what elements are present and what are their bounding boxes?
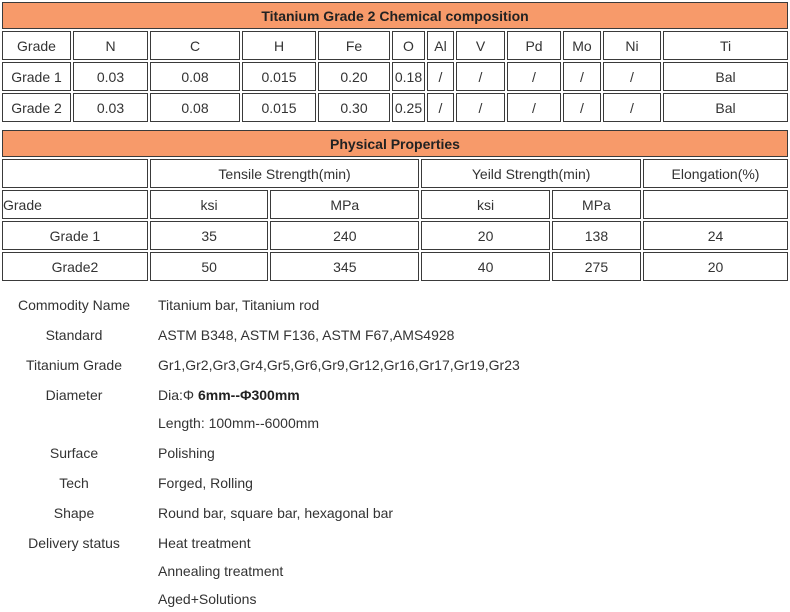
spec-value: Round bar, square bar, hexagonal bar [158, 505, 394, 521]
table-cell: 240 [270, 221, 419, 250]
spec-row-delivery-3 [0, 591, 790, 611]
column-header: Fe [318, 31, 390, 60]
unit-header: ksi [150, 190, 269, 219]
spec-row-commodity [0, 297, 790, 317]
table-header-row [2, 159, 788, 188]
table-cell: 0.25 [392, 93, 425, 122]
unit-header: MPa [552, 190, 641, 219]
table-cell: 0.03 [73, 62, 148, 91]
table-cell: 0.08 [150, 62, 240, 91]
unit-header: MPa [270, 190, 419, 219]
physical-properties-title: Physical Properties [2, 130, 788, 157]
diameter-prefix: Dia:Φ [158, 387, 198, 403]
spec-value: Aged+Solutions [158, 591, 257, 607]
table-cell: / [563, 62, 601, 91]
spec-value [158, 387, 300, 403]
table-row [2, 93, 788, 122]
spec-label: Diameter [45, 387, 103, 403]
column-header: O [392, 31, 425, 60]
table-cell: 275 [552, 252, 641, 281]
spec-value: Heat treatment [158, 535, 251, 551]
empty-cell [643, 190, 788, 219]
table-cell: 0.015 [242, 62, 316, 91]
grade-header: Grade [2, 190, 148, 219]
column-header: C [150, 31, 240, 60]
yield-strength-header: Yeild Strength(min) [421, 159, 641, 188]
spec-value: Titanium bar, Titanium rod [158, 297, 320, 313]
table-header-row [2, 31, 788, 60]
table-row [2, 221, 788, 250]
table-cell: / [507, 62, 561, 91]
table-cell: / [427, 93, 454, 122]
chemical-composition-table [0, 0, 790, 124]
spec-value: ASTM B348, ASTM F136, ASTM F67,AMS4928 [158, 327, 455, 343]
table-cell: / [456, 62, 505, 91]
spec-row-delivery [0, 535, 790, 555]
spec-row-standard [0, 327, 790, 347]
spec-label: Commodity Name [17, 297, 131, 313]
table-cell: 345 [270, 252, 419, 281]
table-cell: / [603, 62, 661, 91]
table-cell: Grade 2 [2, 93, 71, 122]
table-cell: Grade 1 [2, 221, 148, 250]
empty-cell [2, 159, 148, 188]
spec-value: Annealing treatment [158, 563, 284, 579]
table-cell: Grade 1 [2, 62, 71, 91]
spec-row-length [0, 415, 790, 435]
table-cell: / [456, 93, 505, 122]
spec-row-surface [0, 445, 790, 465]
table-cell: 0.20 [318, 62, 390, 91]
spec-value: Length: 100mm--6000mm [158, 415, 320, 431]
spec-value: Gr1,Gr2,Gr3,Gr4,Gr5,Gr6,Gr9,Gr12,Gr16,Gr17,Gr19,Gr23 [158, 357, 520, 373]
table-cell: / [507, 93, 561, 122]
table-cell: / [427, 62, 454, 91]
spec-row-shape [0, 505, 790, 525]
table-cell: Bal [663, 93, 788, 122]
table-cell: 40 [421, 252, 550, 281]
table-cell: 0.03 [73, 93, 148, 122]
column-header: V [456, 31, 505, 60]
table-cell: Bal [663, 62, 788, 91]
spec-label: Shape [53, 505, 95, 521]
column-header: Mo [563, 31, 601, 60]
spec-label: Surface [49, 445, 99, 461]
physical-properties-table [0, 128, 790, 283]
spec-label: Tech [59, 475, 89, 491]
column-header: Ti [663, 31, 788, 60]
table-header-row [2, 190, 788, 219]
column-header: Pd [507, 31, 561, 60]
table-cell: / [603, 93, 661, 122]
unit-header: ksi [421, 190, 550, 219]
spec-value: Polishing [158, 445, 215, 461]
spec-row-delivery-2 [0, 563, 790, 583]
table-cell: 0.18 [392, 62, 425, 91]
spec-label: Delivery status [28, 535, 120, 551]
column-header: Ni [603, 31, 661, 60]
table-cell: 50 [150, 252, 269, 281]
spec-row-tech [0, 475, 790, 495]
table-cell: 0.30 [318, 93, 390, 122]
spec-label: Standard [45, 327, 103, 343]
spec-row-diameter [0, 387, 790, 407]
table-cell: Grade2 [2, 252, 148, 281]
column-header: Grade [2, 31, 71, 60]
tensile-strength-header: Tensile Strength(min) [150, 159, 419, 188]
diameter-range: 6mm--Φ300mm [197, 387, 300, 403]
table-row [2, 252, 788, 281]
column-header: Al [427, 31, 454, 60]
chemical-composition-title: Titanium Grade 2 Chemical composition [2, 2, 788, 29]
table-cell: 0.015 [242, 93, 316, 122]
column-header: H [242, 31, 316, 60]
column-header: N [73, 31, 148, 60]
table-cell: 20 [421, 221, 550, 250]
table-cell: 138 [552, 221, 641, 250]
spec-value: Forged, Rolling [158, 475, 253, 491]
table-cell: / [563, 93, 601, 122]
table-row [2, 62, 788, 91]
spec-row-grade [0, 357, 790, 377]
spec-label: Titanium Grade [26, 357, 122, 373]
table-cell: 35 [150, 221, 269, 250]
table-cell: 20 [643, 252, 788, 281]
table-cell: 24 [643, 221, 788, 250]
table-cell: 0.08 [150, 93, 240, 122]
elongation-header: Elongation(%) [643, 159, 788, 188]
